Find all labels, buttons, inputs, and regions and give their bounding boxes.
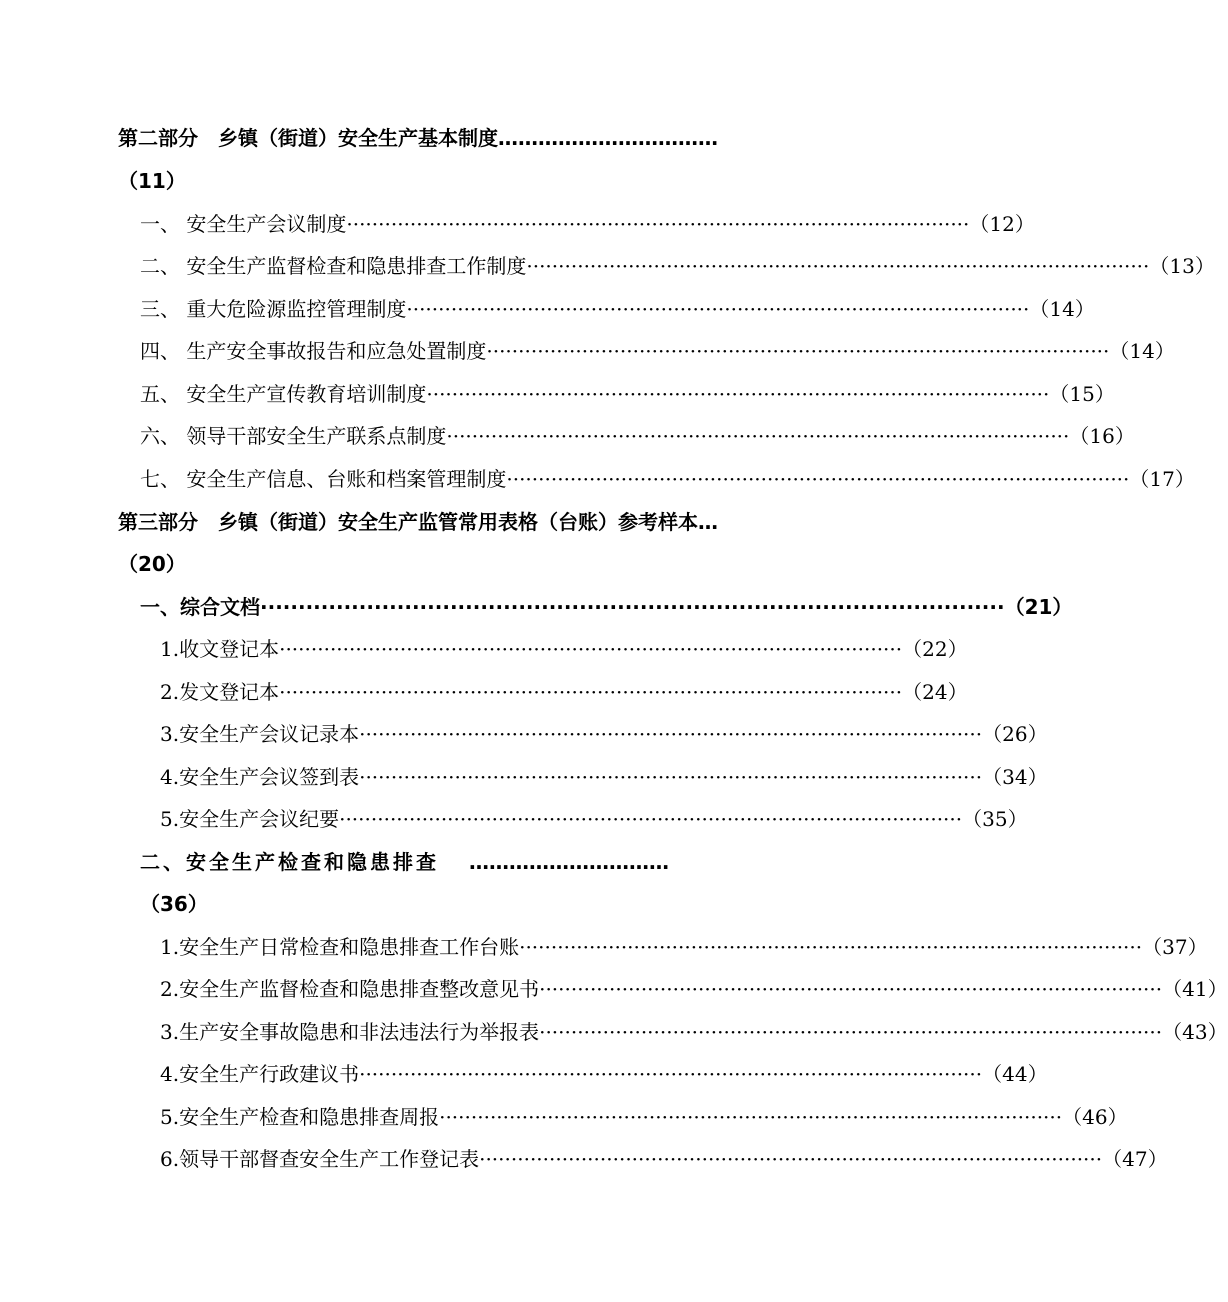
- toc-entry-label: 3.生产安全事故隐患和非法违法行为举报表: [160, 1020, 540, 1044]
- toc-entry-label: 6.领导干部督查安全生产工作登记表: [160, 1147, 480, 1171]
- toc-entry-page: （14）: [1029, 297, 1095, 321]
- toc-entry-page: （12）: [969, 212, 1035, 236]
- toc-entry-page: （22）: [902, 637, 968, 661]
- toc-section-heading[interactable]: [140, 593, 1073, 621]
- section-page: （36）: [140, 892, 208, 916]
- toc-entry-page: （37）: [1142, 935, 1208, 959]
- toc-leader-dots: ··································································································: [426, 382, 1050, 406]
- toc-entry[interactable]: [160, 805, 1028, 833]
- toc-entry-page: （44）: [982, 1062, 1048, 1086]
- toc-entry[interactable]: [140, 252, 1215, 280]
- toc-entry-label: 七、 安全生产信息、台账和档案管理制度: [140, 467, 507, 491]
- toc-entry-page: （41）: [1162, 977, 1228, 1001]
- toc-leader-dots: ··································································································: [359, 722, 983, 746]
- part3-page-number: （20）: [118, 552, 186, 576]
- toc-entry-page: （35）: [962, 807, 1028, 831]
- toc-entry[interactable]: [160, 1060, 1048, 1088]
- toc-entry[interactable]: [160, 678, 968, 706]
- toc-entry-page: （43）: [1162, 1020, 1228, 1044]
- toc-entry[interactable]: [160, 975, 1228, 1003]
- toc-leader-dots: ··································································································: [526, 254, 1150, 278]
- toc-entry-page: （14）: [1109, 339, 1175, 363]
- toc-leader-dots: ··································································································: [260, 595, 1005, 619]
- toc-entry[interactable]: [160, 635, 968, 663]
- part3-dots: …: [698, 510, 718, 534]
- toc-leader-dots: ··································································································: [519, 935, 1143, 959]
- toc-entry[interactable]: [160, 1145, 1168, 1173]
- part2-heading: [118, 124, 808, 152]
- toc-entry[interactable]: [140, 422, 1135, 450]
- toc-entry-page: （17）: [1129, 467, 1195, 491]
- toc-entry[interactable]: [160, 720, 1048, 748]
- toc-entry-label: 3.安全生产会议记录本: [160, 722, 360, 746]
- toc-entry[interactable]: [140, 465, 1195, 493]
- section-dots: …………………………: [469, 850, 669, 874]
- toc-entry-label: 1.安全生产日常检查和隐患排查工作台账: [160, 935, 520, 959]
- toc-entry-page: （34）: [982, 765, 1048, 789]
- section-title: 一、综合文档: [140, 595, 260, 619]
- toc-entry[interactable]: [140, 380, 1115, 408]
- toc-entry-page: （16）: [1069, 424, 1135, 448]
- toc-entry[interactable]: [140, 295, 1095, 323]
- toc-entry-label: 一、 安全生产会议制度: [140, 212, 347, 236]
- toc-leader-dots: ··································································································: [406, 297, 1030, 321]
- toc-entry-label: 4.安全生产行政建议书: [160, 1062, 360, 1086]
- toc-entry-label: 六、 领导干部安全生产联系点制度: [140, 424, 447, 448]
- toc-leader-dots: ··································································································: [539, 977, 1163, 1001]
- toc-leader-dots: ··································································································: [359, 765, 983, 789]
- toc-entry-label: 2.发文登记本: [160, 680, 280, 704]
- toc-leader-dots: ··································································································: [279, 637, 903, 661]
- toc-leader-dots: ··································································································: [506, 467, 1130, 491]
- part3-title: 第三部分 乡镇（街道）安全生产监管常用表格（台账）参考样本: [118, 510, 698, 534]
- toc-leader-dots: ··································································································: [439, 1105, 1063, 1129]
- toc-entry[interactable]: [160, 1103, 1128, 1131]
- toc-section-heading[interactable]: [140, 848, 805, 876]
- toc-entry-label: 5.安全生产检查和隐患排查周报: [160, 1105, 440, 1129]
- toc-entry-page: （26）: [982, 722, 1048, 746]
- part2-dots: ……………………………: [498, 126, 718, 150]
- toc-leader-dots: ··································································································: [359, 1062, 983, 1086]
- toc-leader-dots: ··································································································: [539, 1020, 1163, 1044]
- toc-entry-label: 四、 生产安全事故报告和应急处置制度: [140, 339, 487, 363]
- toc-leader-dots: ··································································································: [339, 807, 963, 831]
- section-page: （21）: [1004, 595, 1073, 619]
- part3-heading: [118, 508, 808, 536]
- toc-entry-label: 2.安全生产监督检查和隐患排查整改意见书: [160, 977, 540, 1001]
- toc-leader-dots: ··································································································: [446, 424, 1070, 448]
- toc-entry[interactable]: [160, 1018, 1228, 1046]
- toc-entry-label: 5.安全生产会议纪要: [160, 807, 340, 831]
- toc-leader-dots: ··································································································: [279, 680, 903, 704]
- toc-entry-page: （24）: [902, 680, 968, 704]
- toc-entry-label: 4.安全生产会议签到表: [160, 765, 360, 789]
- toc-leader-dots: ··································································································: [486, 339, 1110, 363]
- toc-entry-page: （47）: [1102, 1147, 1168, 1171]
- toc-entry-page: （15）: [1049, 382, 1115, 406]
- toc-entry-page: （46）: [1062, 1105, 1128, 1129]
- toc-leader-dots: ··································································································: [346, 212, 970, 236]
- part2-title: 第二部分 乡镇（街道）安全生产基本制度: [118, 126, 498, 150]
- part2-page-number: （11）: [118, 169, 186, 193]
- toc-entry[interactable]: [160, 763, 1048, 791]
- toc-entry-label: 五、 安全生产宣传教育培训制度: [140, 382, 427, 406]
- toc-entry[interactable]: [140, 210, 1035, 238]
- toc-entry-page: （13）: [1149, 254, 1215, 278]
- toc-entry-label: 三、 重大危险源监控管理制度: [140, 297, 407, 321]
- toc-leader-dots: ··································································································: [479, 1147, 1103, 1171]
- toc-entry[interactable]: [160, 933, 1208, 961]
- toc-entry-label: 二、 安全生产监督检查和隐患排查工作制度: [140, 254, 527, 278]
- toc-entry-label: 1.收文登记本: [160, 637, 280, 661]
- section-title: 二、安全生产检查和隐患排查: [140, 850, 439, 874]
- toc-entry[interactable]: [140, 337, 1175, 365]
